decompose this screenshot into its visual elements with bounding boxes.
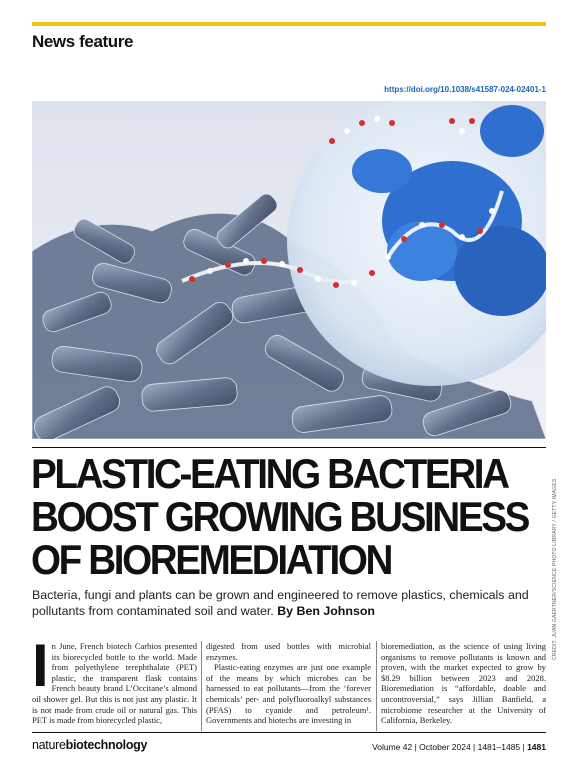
accent-top-rule	[32, 22, 546, 26]
journal-name	[32, 738, 147, 752]
body-column-1	[32, 632, 197, 726]
hero-illustration	[32, 101, 546, 439]
article-body	[32, 632, 546, 733]
body-column-2-para-1: digested from used bottles with microbial enzymes.	[206, 641, 371, 662]
body-column-2	[206, 641, 371, 726]
column-divider	[201, 641, 202, 731]
headline	[31, 450, 528, 583]
headline-rule	[32, 447, 546, 448]
body-column-1-text: n June, French biotech Carbios presented its biorecycled bottle to the world. Made from polyethylene terephthalate (PET) plastic, the transparent flask contains French beauty brand L’Occitane’s almond oil shower gel. But this is not just any plastic. It is not made from crude oil or natural gas. This PET is made from biorecycled plastic,	[32, 641, 197, 726]
journal-name-part-2: biotechnology	[65, 738, 148, 752]
doi-link[interactable]: https://doi.org/10.1038/s41587-024-02401-1	[384, 85, 546, 94]
body-column-3	[381, 641, 546, 726]
headline-line-2: BOOST GROWING BUSINESS	[31, 493, 528, 540]
footer-rule	[32, 732, 546, 733]
standfirst	[32, 588, 546, 619]
body-column-3-text: bioremediation, as the science of using living organisms to remove pollutants is known and proven, with the market expected to grow by $8.29 billion between 2023 and 2028. Bioremediation is “affordable, doable and uncontroversial,” says Jillian Banfield, a microbiome researcher at the University of California, Berkeley.	[381, 641, 546, 726]
headline-line-1: PLASTIC-EATING BACTERIA	[31, 450, 508, 497]
drop-cap: I	[32, 632, 49, 699]
issue-details: Volume 42 | October 2024 | 1481–1485 |	[372, 742, 528, 752]
column-divider	[376, 641, 377, 731]
image-credit: CREDIT: JUAN GAERTNER/SCIENCE PHOTO LIBRARY / GETTY IMAGES	[552, 478, 558, 660]
standfirst-text: Bacteria, fungi and plants can be grown and engineered to remove plastics, chemicals and pollutants from contaminated soil and water.	[32, 588, 529, 618]
body-column-2-para-2: Plastic-eating enzymes are just one example of the means by which microbes can be harnessed to eat pollutants—from the ‘forever chemicals’ per- and polyfluoroalkyl substances (PFAS) to cyanide and petroleum¹. Governments and biotechs are investing in	[206, 662, 371, 726]
headline-line-3: OF BIOREMEDIATION	[31, 536, 392, 583]
journal-name-part-1: nature	[32, 738, 66, 752]
page-number: 1481	[527, 742, 546, 752]
issue-info	[372, 742, 546, 752]
section-label: News feature	[32, 32, 134, 51]
byline: By Ben Johnson	[277, 603, 375, 618]
